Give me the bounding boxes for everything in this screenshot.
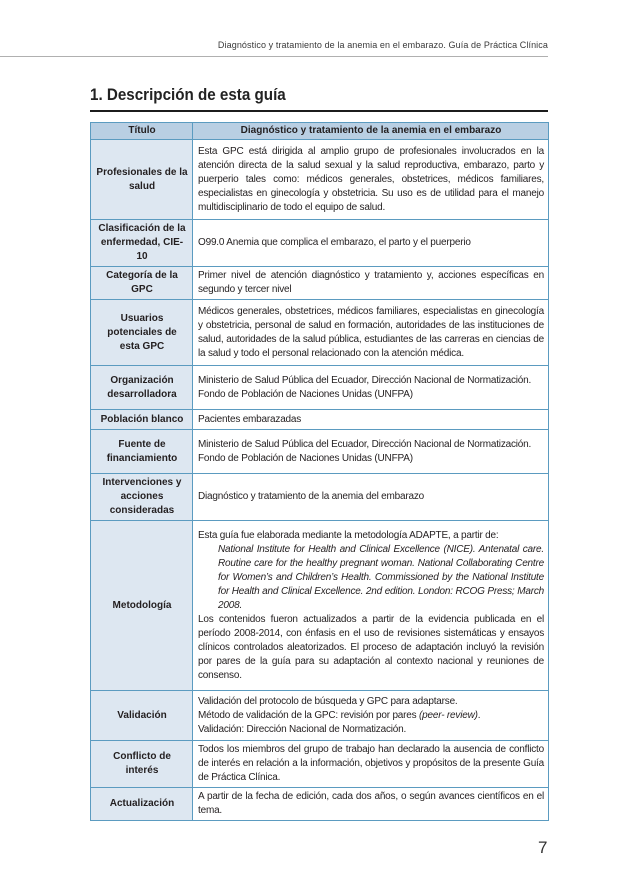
row-value-actualizacion: A partir de la fecha de edición, cada dos años, o según avances científicos en el tema. bbox=[193, 788, 549, 821]
financiamiento-line-2: Fondo de Población de Naciones Unidas (UNFPA) bbox=[198, 452, 413, 464]
row-label-metodologia: Metodología bbox=[91, 521, 193, 691]
validacion-line-2 bbox=[198, 709, 544, 723]
table-row bbox=[91, 366, 549, 410]
header-divider bbox=[0, 56, 548, 57]
section-title-divider bbox=[90, 110, 548, 112]
header-cell-guide-title: Diagnóstico y tratamiento de la anemia en el embarazo bbox=[193, 123, 549, 140]
table-row bbox=[91, 474, 549, 521]
table-row bbox=[91, 267, 549, 300]
row-value-intervenciones: Diagnóstico y tratamiento de la anemia del embarazo bbox=[193, 474, 549, 521]
page-number: 7 bbox=[538, 838, 548, 857]
table-row bbox=[91, 220, 549, 267]
row-label-profesionales: Profesionales de la salud bbox=[91, 140, 193, 220]
row-value-clasificacion: O99.0 Anemia que complica el embarazo, el parto y el puerperio bbox=[193, 220, 549, 267]
header-cell-title: Título bbox=[91, 123, 193, 140]
row-label-usuarios: Usuarios potenciales de esta GPC bbox=[91, 300, 193, 366]
row-value-validacion bbox=[193, 691, 549, 741]
table-row bbox=[91, 430, 549, 474]
guide-description-table bbox=[90, 122, 549, 821]
row-label-actualizacion: Actualización bbox=[91, 788, 193, 821]
table-row bbox=[91, 300, 549, 366]
metodologia-intro: Esta guía fue elaborada mediante la metodología ADAPTE, a partir de: bbox=[198, 529, 499, 541]
validacion-line-1: Validación del protocolo de búsqueda y GPC para adaptarse. bbox=[198, 695, 458, 707]
row-label-validacion: Validación bbox=[91, 691, 193, 741]
table-row bbox=[91, 691, 549, 741]
validacion-peer-review: (peer- review) bbox=[419, 709, 478, 721]
metodologia-citation: National Institute for Health and Clinical Excellence (NICE). Antenatal care. Routine care for the healthy pregnant woman. National Collaborating Centre for Women’s and Children’s Health. Commissioned by the National Institute for Health and Clinical Excellence. 2nd edition. London: RCOG Press; March 2008. bbox=[218, 543, 544, 611]
metodologia-body: Los contenidos fueron actualizados a partir de la evidencia publicada en el período 2008-2014, con énfasis en el uso de revisiones sistemáticas y ensayos clínicos controlados aleatorizados. El proceso de adaptación incluyó la revisión por pares de la guía para su adaptación al contexto nacional y reuniones de consenso. bbox=[198, 613, 544, 681]
row-label-intervenciones: Intervenciones y acciones consideradas bbox=[91, 474, 193, 521]
table-row bbox=[91, 410, 549, 430]
table-row bbox=[91, 140, 549, 220]
row-label-categoria: Categoría de la GPC bbox=[91, 267, 193, 300]
row-label-conflicto: Conflicto de interés bbox=[91, 741, 193, 788]
validacion-line-2-end: . bbox=[477, 709, 481, 721]
row-value-metodologia bbox=[193, 521, 549, 691]
row-value-profesionales: Esta GPC está dirigida al amplio grupo de profesionales involucrados en la atención directa de la salud sexual y la salud reproductiva, embarazo, parto y puerperio tales como: médicos generales, obstetrices, médicos familiares, especialistas en ginecología y obstetricia. Su uso es de utilidad para el manejo multidisciplinario de todo el equipo de salud. bbox=[193, 140, 549, 220]
section-title: 1. Descripción de esta guía bbox=[90, 86, 286, 104]
running-header: Diagnóstico y tratamiento de la anemia en el embarazo. Guía de Práctica Clínica bbox=[217, 40, 548, 50]
row-label-organizacion: Organización desarrolladora bbox=[91, 366, 193, 410]
table-row bbox=[91, 788, 549, 821]
row-value-usuarios: Médicos generales, obstetrices, médicos familiares, especialistas en ginecología y obstetricia, personal de salud en formación, autoridades de las instituciones de salud, autoridades de la salud pública, estudiantes de las carreras en ciencias de la salud y todo el personal relacionado con la atención médica. bbox=[193, 300, 549, 366]
validacion-line-3: Validación: Dirección Nacional de Normatización. bbox=[198, 723, 407, 735]
financiamiento-line-1: Ministerio de Salud Pública del Ecuador, Dirección Nacional de Normatización. bbox=[198, 438, 532, 450]
table-row bbox=[91, 521, 549, 691]
row-value-financiamiento bbox=[193, 430, 549, 474]
organizacion-line-2: Fondo de Población de Naciones Unidas (UNFPA) bbox=[198, 388, 413, 400]
validacion-line-2-text: Método de validación de la GPC: revisión por pares bbox=[198, 709, 420, 721]
table-row bbox=[91, 741, 549, 788]
organizacion-line-1: Ministerio de Salud Pública del Ecuador, Dirección Nacional de Normatización. bbox=[198, 374, 532, 386]
row-value-poblacion: Pacientes embarazadas bbox=[193, 410, 549, 430]
row-value-conflicto: Todos los miembros del grupo de trabajo han declarado la ausencia de conflicto de interés en relación a la información, objetivos y propósitos de la presente Guía de Práctica Clínica. bbox=[193, 741, 549, 788]
row-label-poblacion: Población blanco bbox=[91, 410, 193, 430]
row-value-categoria: Primer nivel de atención diagnóstico y tratamiento y, acciones específicas en segundo y tercer nivel bbox=[193, 267, 549, 300]
row-label-clasificacion: Clasificación de la enfermedad, CIE- 10 bbox=[91, 220, 193, 267]
table-header-row bbox=[91, 123, 549, 140]
row-label-financiamiento: Fuente de financiamiento bbox=[91, 430, 193, 474]
row-value-organizacion bbox=[193, 366, 549, 410]
